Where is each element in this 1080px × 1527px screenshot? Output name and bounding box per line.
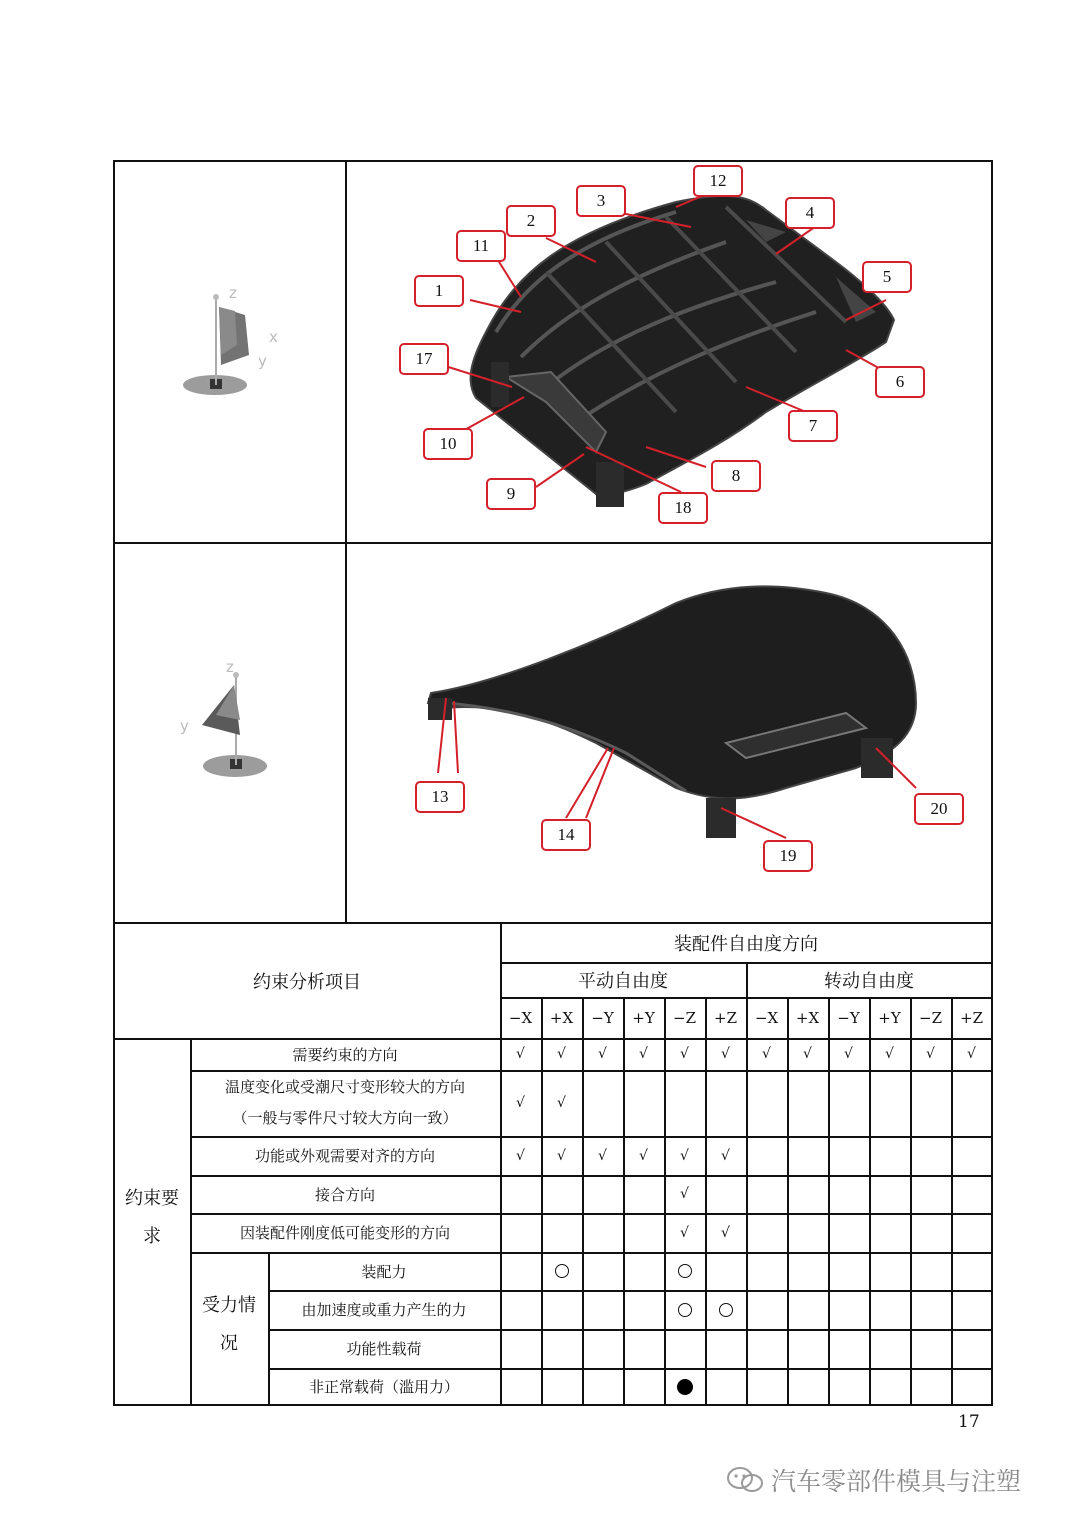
rotation-header: 转动自由度 [824,970,914,992]
table-mark: √ [680,1224,689,1241]
row-label: 功能性载荷 [346,1340,422,1358]
table-mark: √ [680,1147,689,1164]
callout-6: 6 [875,366,925,398]
callout-5: 5 [862,261,912,293]
row-label: 非正常载荷（滥用力） [308,1378,459,1396]
row-label-line1: 温度变化或受潮尺寸变形较大的方向 [224,1078,465,1096]
group-force-label: 受力情 况 [202,1295,256,1354]
callout-13: 13 [415,781,465,813]
dir-header: +Z [714,1008,737,1027]
callout-2: 2 [506,205,556,237]
table-mark: √ [557,1095,566,1111]
callout-11: 11 [456,230,506,262]
dir-header: +Y [878,1008,901,1027]
table-mark: √ [803,1046,812,1062]
table-mark: √ [516,1095,525,1111]
table-mark: √ [598,1147,607,1164]
table-mark: √ [639,1147,648,1164]
callout-10: 10 [423,428,473,460]
watermark [725,1462,1021,1498]
table-mark: √ [557,1147,566,1164]
axis-orientation-icon-2 [190,665,300,785]
table-mark [541,1252,582,1290]
callout-4: 4 [785,197,835,229]
axis-label-y-1: y [258,352,267,370]
table-mark: √ [639,1046,648,1062]
axis-label-y-2: y [180,717,189,735]
callout-20: 20 [914,793,964,825]
table-mark [705,1290,746,1329]
table-mark: √ [721,1147,730,1164]
table-mark [664,1290,705,1329]
row-label: 由加速度或重力产生的力 [301,1301,467,1319]
axis-label-x-1: x [269,328,278,346]
open-circle-mark [678,1264,692,1278]
row-label: 因装配件刚度低可能变形的方向 [239,1224,450,1242]
watermark-text: 汽车零部件模具与注塑 [771,1467,1022,1496]
part-view-2 [346,543,992,921]
table-mark [664,1368,705,1405]
dir-header: −Y [591,1008,614,1027]
table-mark: √ [762,1046,771,1062]
callout-18: 18 [658,492,708,524]
table-mark: √ [557,1046,566,1062]
callout-1: 1 [414,275,464,307]
callout-17: 17 [399,343,449,375]
table-mark: √ [598,1046,607,1062]
callout-14: 14 [541,819,591,851]
dof-header: 装配件自由度方向 [674,933,818,955]
callout-8: 8 [711,460,761,492]
dir-header: −Z [673,1008,696,1027]
callout-9: 9 [486,478,536,510]
axis-label-z-2: z [226,658,234,676]
row-label: 功能或外观需要对齐的方向 [254,1147,435,1165]
table-mark [664,1252,705,1290]
table-mark: √ [967,1046,976,1062]
dir-header: +Z [960,1008,983,1027]
row-label: 装配力 [361,1262,407,1281]
callout-12: 12 [693,165,743,197]
dir-header: −X [754,1008,779,1027]
table-mark: √ [516,1046,525,1062]
dir-header: −X [508,1008,533,1027]
row-label-line2: （一般与零件尺寸较大方向一致） [232,1109,458,1127]
wechat-icon [725,1465,765,1495]
table-mark: √ [844,1046,853,1062]
row-label: 需要约束的方向 [292,1045,398,1064]
dir-header: +X [795,1008,820,1027]
table-mark: √ [926,1046,935,1062]
item-header: 约束分析项目 [253,971,361,993]
page-number: 17 [958,1412,980,1432]
table-mark: √ [885,1046,894,1062]
row-label: 接合方向 [314,1185,375,1204]
dir-header: −Z [919,1008,942,1027]
axis-label-z-1: z [229,284,237,302]
filled-circle-mark [677,1379,693,1395]
callout-3: 3 [576,185,626,217]
translation-header: 平动自由度 [578,970,668,992]
group-constraint-label: 约束要 求 [125,1187,179,1247]
table-mark: √ [721,1224,730,1241]
table-mark: √ [680,1186,689,1202]
callout-19: 19 [763,840,813,872]
row-label [190,1070,500,1136]
dir-header: +X [549,1008,574,1027]
open-circle-mark [719,1303,733,1317]
dir-header: +Y [632,1008,655,1027]
table-mark: √ [516,1147,525,1164]
table-mark: √ [680,1046,689,1062]
table-mark: √ [721,1046,730,1062]
dir-header: −Y [837,1008,860,1027]
open-circle-mark [555,1264,569,1278]
open-circle-mark [678,1303,692,1317]
callout-7: 7 [788,410,838,442]
